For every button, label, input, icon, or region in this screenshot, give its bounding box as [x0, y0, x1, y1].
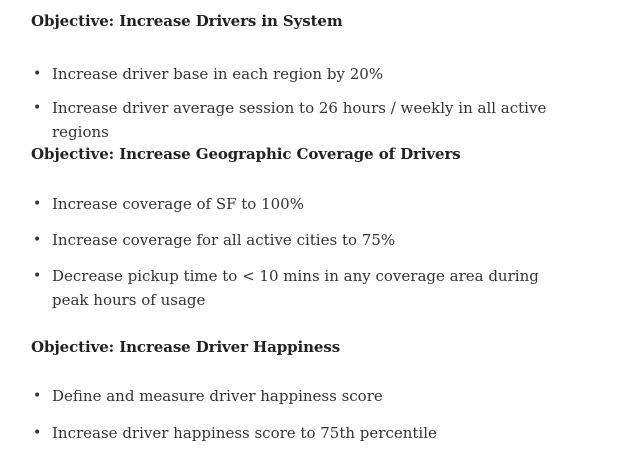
bullet-icon: •	[33, 232, 42, 248]
list-item	[33, 96, 572, 144]
bullet-icon: •	[33, 100, 42, 116]
list-item-text: Increase coverage for all active cities to 75%	[52, 231, 396, 249]
bullet-icon: •	[33, 388, 42, 404]
bullet-icon: •	[33, 425, 42, 441]
list-item	[33, 384, 572, 408]
list-item	[33, 192, 572, 216]
list-item	[33, 421, 572, 445]
list-item-text: Increase driver base in each region by 20%	[52, 65, 384, 83]
section-heading-drivers-in-system: Objective: Increase Drivers in System	[31, 12, 343, 30]
list-item-text: Increase driver average session to 26 hours / weekly in all active regions	[52, 99, 547, 141]
list-item-text: Define and measure driver happiness score	[52, 387, 383, 405]
list-item-text: Increase coverage of SF to 100%	[52, 195, 304, 213]
bullet-icon: •	[33, 196, 42, 212]
list-item-text: Decrease pickup time to < 10 mins in any coverage area during peak hours of usage	[52, 267, 539, 309]
list-item-text: Increase driver happiness score to 75th percentile	[52, 424, 437, 442]
section-heading-driver-happiness: Objective: Increase Driver Happiness	[31, 338, 341, 356]
bullet-icon: •	[33, 268, 42, 284]
list-item	[33, 62, 572, 86]
section-heading-geographic-coverage: Objective: Increase Geographic Coverage of Drivers	[31, 145, 461, 163]
list-item	[33, 228, 572, 252]
list-item	[33, 264, 572, 312]
bullet-icon: •	[33, 66, 42, 82]
